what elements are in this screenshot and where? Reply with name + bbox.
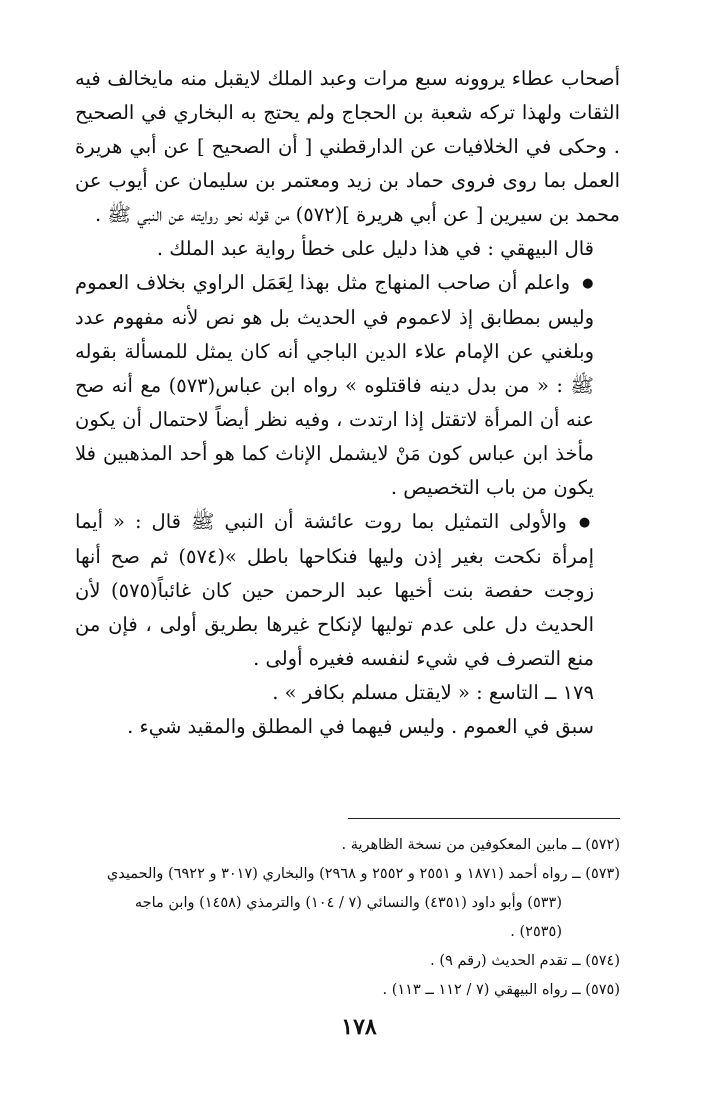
paragraph-3-text: واعلم أن صاحب المنهاج مثل بهذا لِعَمَل الراوي بخلاف العموم وليس بمطابق إذ لاعموم في الحديث بل هو نص لأنه مفهوم عدد وبلغني عن الإمام علاء الدين الباجي أنه كان يمثل للمسألة بقوله ﷺ : « من بدل دينه فاقتلوه » رواه ابن عباس(٥٧٣) مع أنه صح عنه أن المرأة لاتقتل إذا ارتدت ، وفيه نظر أيضاً لاحتمال أن يكون مأخذ ابن عباس كون مَنْ لايشمل الإناث كما هو أحد المذهبين فلا يكون من باب التخصيص . bbox=[75, 271, 594, 499]
paragraph-2: قال البيهقي : في هذا دليل على خطأ رواية عبد الملك . bbox=[156, 237, 594, 260]
footnote-573: (٥٧٣) ــ رواه أحمد (١٨٧١ و ٢٥٥١ و ٢٥٥٢ و ٢٩٦٨) والبخاري (٣٠١٧ و ٦٩٢٢) والحميدي bbox=[106, 866, 620, 882]
footnote-575: (٥٧٥) ــ رواه البيهقي (٧ / ١١٢ ــ ١١٣) . bbox=[382, 982, 620, 998]
footnote-573-continued: (٥٣٣) وأبو داود (٤٣٥١) والنسائي (٧ / ١٠٤) والترمذي (١٤٥٨) وابن ماجه bbox=[134, 895, 562, 911]
paragraph-3 bbox=[75, 266, 620, 505]
footnote-573-end: (٢٥٣٥) . bbox=[510, 924, 562, 940]
footnote-separator bbox=[348, 818, 620, 819]
footnotes bbox=[75, 832, 620, 1006]
footnote-574: (٥٧٤) ــ تقدم الحديث (رقم ٩) . bbox=[430, 953, 620, 969]
paragraph-6: سبق في العموم . وليس فيهما في المطلق والمقيد شيء . bbox=[127, 715, 594, 738]
footnote-572: (٥٧٢) ــ مابين المعكوفين من نسخة الظاهرية . bbox=[341, 837, 620, 853]
paragraph-5-heading: ١٧٩ ــ التاسع : « لايقتل مسلم بكافر » . bbox=[272, 681, 594, 704]
main-text bbox=[75, 62, 620, 744]
paragraph-4-text: والأولى التمثيل بما روت عائشة أن النبي ﷺ قال : « أيما إمرأة نكحت بغير إذن وليها فنكاحها باطل »(٥٧٤) ثم صح أنها زوجت حفصة بنت أخيها عبد الرحمن حين كان غائباً(٥٧٥) لأن الحديث دل على عدم توليها لإنكاح غيرها بطريق أولى ، فإن من منع التصرف في شيء لنفسه فغيره أولى . bbox=[75, 510, 595, 670]
page-number: ١٧٨ bbox=[341, 1014, 377, 1040]
paragraph-1: أصحاب عطاء يروونه سبع مرات وعبد الملك لايقبل منه مايخالف فيه الثقات ولهذا تركه شعبة بن الحجاج ولم يحتج به البخاري في الصحيح . وحكى في الخلافيات عن الدارقطني [ أن الصحيح ] عن أبي هريرة العمل بما روى فروى حماد بن زيد ومعتمر بن سليمان عن أيوب عن محمد بن سيرين [ عن أبي هريرة ](٥٧٢) من قوله نحو روايته عن النبي ﷺ . bbox=[75, 67, 620, 226]
paragraph-4 bbox=[75, 505, 620, 676]
